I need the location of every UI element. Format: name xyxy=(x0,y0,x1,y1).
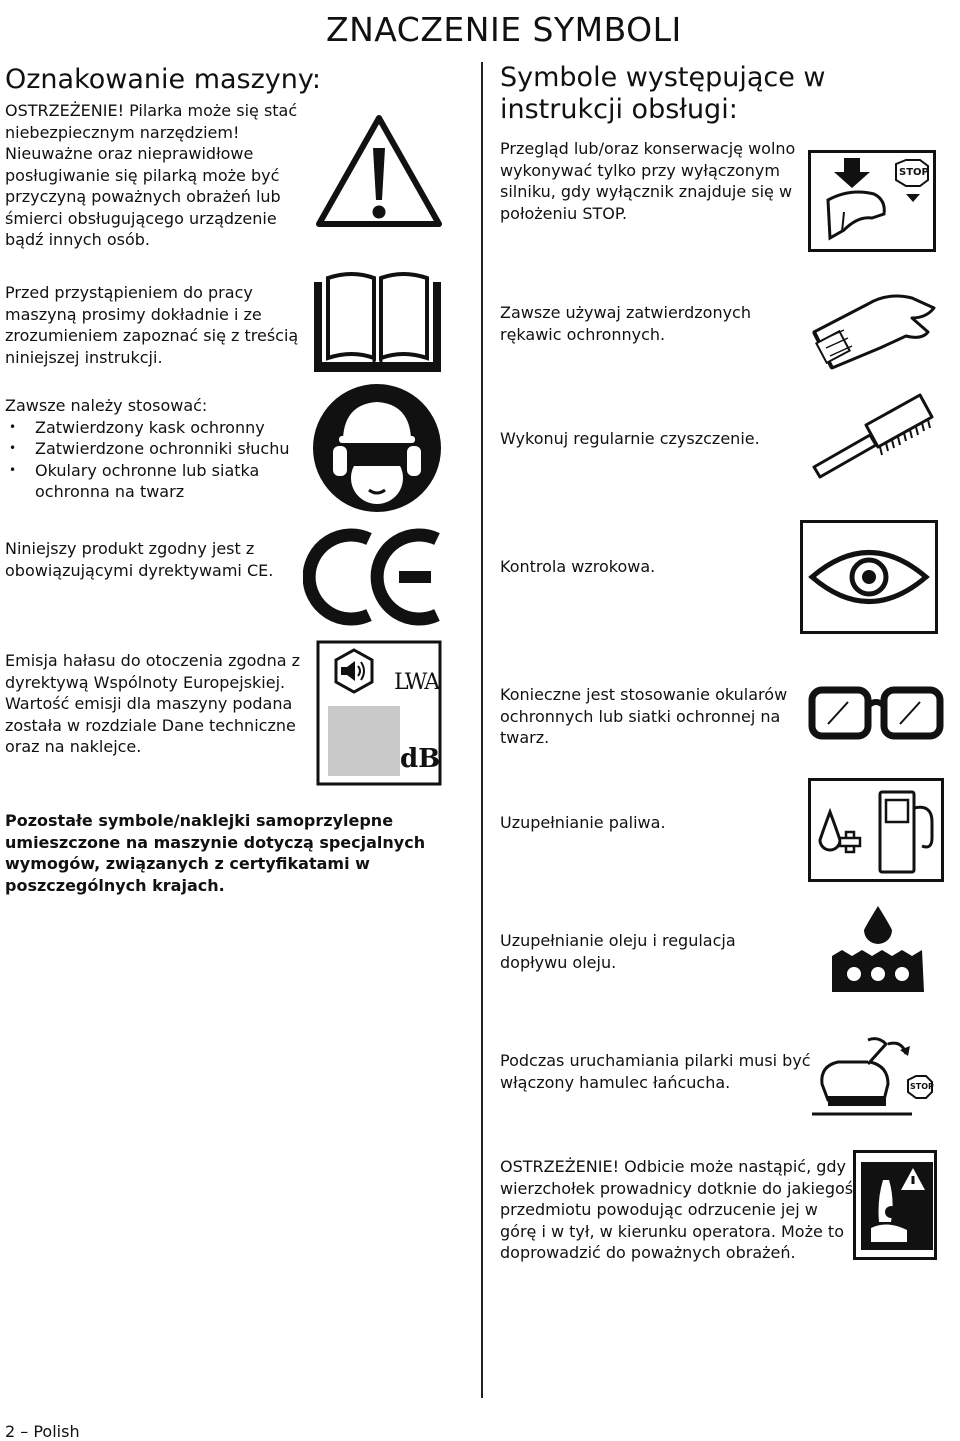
text-line: ochronnych lub siatki ochronnej na xyxy=(500,706,781,726)
heading-line: instrukcji obsługi: xyxy=(500,94,738,125)
warning-triangle-icon xyxy=(313,112,445,230)
open-book-icon xyxy=(310,268,445,376)
page-footer: 2 – Polish xyxy=(5,1422,80,1441)
text-line: włączony hamulec łańcucha. xyxy=(500,1072,731,1092)
stop-label: STOP xyxy=(899,167,929,178)
text-line: silniku, gdy wyłącznik znajduje się w xyxy=(500,182,793,201)
kickback-warning-icon xyxy=(853,1150,937,1260)
machine-marking-heading: Oznakowanie maszyny: xyxy=(5,64,321,95)
text-line: zrozumieniem zapoznać się z treścią xyxy=(5,326,299,345)
ppe-intro: Zawsze należy stosować: xyxy=(5,396,208,415)
text-line: niniejszej instrukcji. xyxy=(5,347,163,367)
text-line: przedmiotu powodując odrzucenie jej w xyxy=(500,1200,818,1219)
text-line: Pozostałe symbole/naklejki samoprzylepne xyxy=(5,811,394,830)
visual-check-text: Kontrola wzrokowa. xyxy=(500,557,656,576)
text-line: OSTRZEŻENIE! Odbicie może nastąpić, gdy xyxy=(500,1157,847,1176)
text-line: górę i w tył, w kierunku operatora. Może to xyxy=(500,1221,844,1241)
text-line: maszyną prosimy dokładnie i ze xyxy=(5,304,262,324)
ce-mark-icon xyxy=(303,525,453,629)
list-item: • Zatwierdzone ochronniki słuchu xyxy=(5,438,290,460)
safety-glasses-icon xyxy=(808,680,944,750)
list-item-continuation: ochronna na twarz xyxy=(35,482,185,501)
text-line: obowiązującymi dyrektywami CE. xyxy=(5,560,274,580)
db-label: dB xyxy=(400,744,441,774)
column-divider xyxy=(481,62,483,1398)
gloves-text xyxy=(500,302,751,345)
noise-label-icon xyxy=(316,640,442,786)
maintenance-text xyxy=(500,138,795,224)
text-line: rękawic ochronnych. xyxy=(500,324,666,344)
text-line: została w rozdziale Dane techniczne xyxy=(5,715,296,735)
eye-icon xyxy=(800,520,938,634)
brush-icon xyxy=(808,385,938,485)
chain-brake-icon xyxy=(808,1030,940,1122)
list-item: • Okulary ochronne lub siatka xyxy=(5,460,290,482)
ce-text xyxy=(5,538,273,581)
text-line: przyczyną poważnych obrażeń lub xyxy=(5,187,281,206)
protective-equipment-icon xyxy=(311,382,443,514)
oil-text xyxy=(500,930,736,973)
text-line: Przegląd lub/oraz konserwację wolno xyxy=(500,139,796,158)
text-line: wykonywać tylko przy wyłączonym xyxy=(500,160,780,180)
text-line: oraz na naklejce. xyxy=(5,737,142,756)
text-line: OSTRZEŻENIE! Pilarka może się stać xyxy=(5,101,298,120)
text-line: śmierci obsługującego urządzenie xyxy=(5,208,277,228)
read-manual-text xyxy=(5,282,298,368)
text-line: niebezpiecznym narzędziem! xyxy=(5,122,240,142)
heading-line: Symbole występujące w xyxy=(500,62,826,93)
brake-stop-label: STOP xyxy=(910,1082,934,1091)
text-line: posługiwanie się pilarką może być xyxy=(5,165,280,185)
text-line: Uzupełnianie oleju i regulacja xyxy=(500,931,736,950)
cleaning-text: Wykonuj regularnie czyszczenie. xyxy=(500,429,760,448)
text-line: bądź innych osób. xyxy=(5,230,150,249)
goggles-text xyxy=(500,684,787,749)
text-line: Wartość emisji dla maszyny podana xyxy=(5,694,293,713)
kickback-warning-text xyxy=(500,1156,853,1264)
text-line: Podczas uruchamiania pilarki musi być xyxy=(500,1051,811,1070)
text-line: Emisja hałasu do otoczenia zgodna z xyxy=(5,651,300,670)
lwa-label: LWA xyxy=(394,670,439,695)
text-line: wymogów, związanych z certyfikatami w xyxy=(5,854,370,873)
other-symbols-text xyxy=(5,810,425,896)
chain-brake-text xyxy=(500,1050,811,1093)
manual-symbols-heading xyxy=(500,62,826,126)
text-line: doprowadzić do poważnych obrażeń. xyxy=(500,1243,796,1262)
text-line: Niniejszy produkt zgodny jest z xyxy=(5,539,255,558)
machine-warning-text xyxy=(5,100,297,251)
page-title: ZNACZENIE SYMBOLI xyxy=(326,10,682,49)
text-line: położeniu STOP. xyxy=(500,203,628,223)
text-line: umieszczone na maszynie dotyczą specjalnych xyxy=(5,832,426,852)
list-item: • Zatwierdzony kask ochronny xyxy=(5,417,290,439)
text-line: poszczególnych krajach. xyxy=(5,875,225,895)
chain-oil-icon xyxy=(828,900,928,1000)
text-line: Konieczne jest stosowanie okularów xyxy=(500,685,788,704)
ppe-block xyxy=(5,395,290,503)
text-line: dopływu oleju. xyxy=(500,952,617,972)
noise-emission-text xyxy=(5,650,300,758)
text-line: dyrektywą Wspólnoty Europejskiej. xyxy=(5,672,286,692)
text-line: wierzchołek prowadnicy dotknie do jakiegoś xyxy=(500,1178,854,1198)
text-line: twarz. xyxy=(500,728,550,747)
fuel-text: Uzupełnianie paliwa. xyxy=(500,813,666,832)
glove-icon xyxy=(808,278,938,378)
text-line: Nieuważne oraz nieprawidłowe xyxy=(5,144,254,163)
text-line: Przed przystąpieniem do pracy xyxy=(5,283,253,302)
text-line: Zawsze używaj zatwierdzonych xyxy=(500,303,751,322)
ppe-list xyxy=(5,417,290,482)
stop-switch-maintenance-icon xyxy=(808,150,936,252)
fuel-pump-icon xyxy=(808,778,944,882)
